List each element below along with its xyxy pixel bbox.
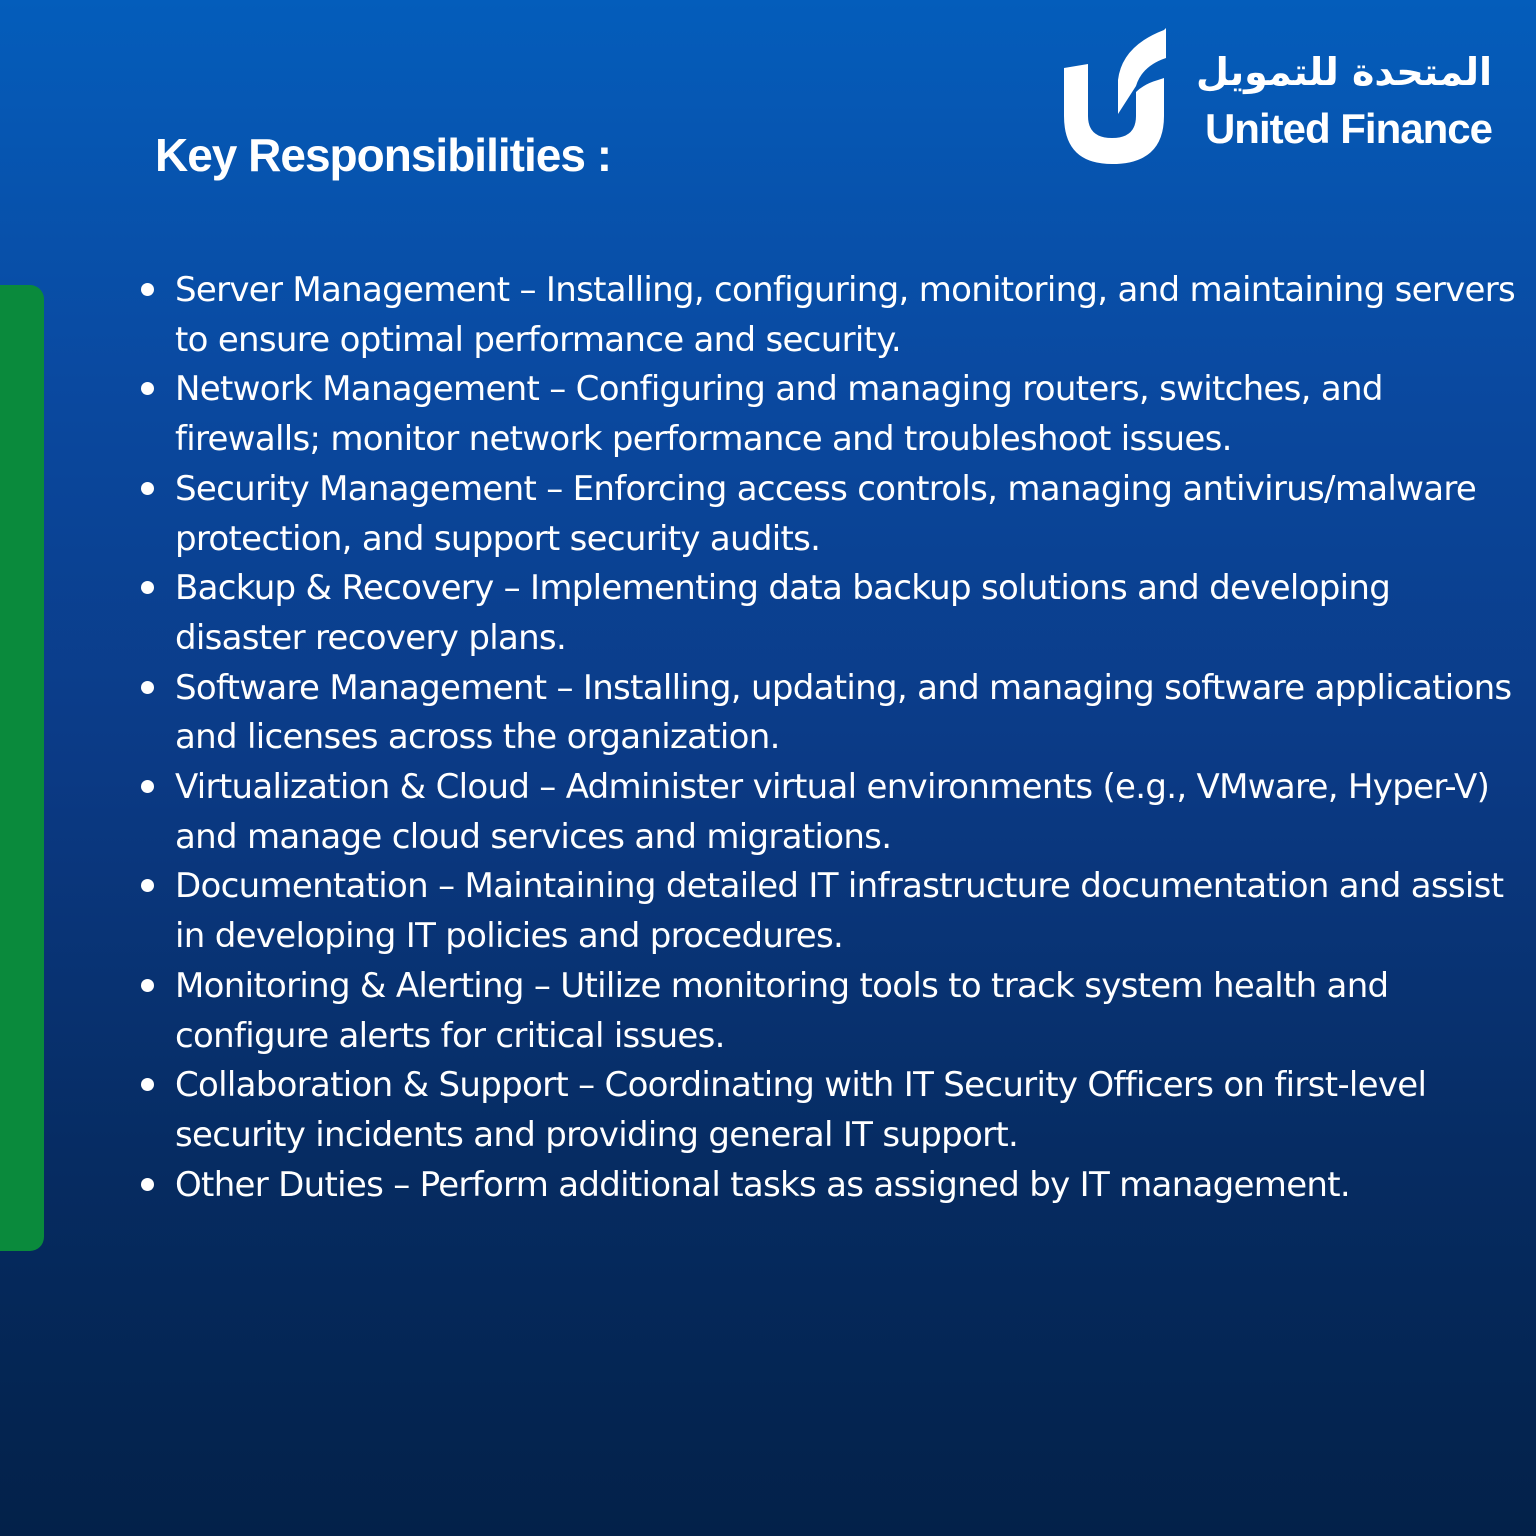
- responsibility-text: Collaboration & Support – Coordinating with IT Security Officers on first-level security incidents and providing general IT support.: [175, 1065, 1427, 1155]
- bullet-icon: [141, 681, 154, 694]
- responsibility-text: Other Duties – Perform additional tasks as assigned by IT management.: [175, 1164, 1351, 1205]
- responsibility-text: Network Management – Configuring and managing routers, switches, and firewalls; monitor network performance and troubleshoot issues.: [175, 369, 1383, 460]
- bullet-icon: [141, 382, 154, 395]
- list-item: [175, 465, 1525, 564]
- responsibility-text: Monitoring & Alerting – Utilize monitoring tools to track system health and configure alerts for critical issues.: [175, 965, 1389, 1056]
- list-item: [175, 564, 1525, 663]
- list-item: [175, 365, 1525, 464]
- bullet-icon: [141, 979, 154, 992]
- responsibility-text: Software Management – Installing, updating, and managing software applications and licenses across the organization.: [175, 667, 1512, 758]
- responsibility-text: Security Management – Enforcing access controls, managing antivirus/malware protection, and support security audits.: [175, 468, 1477, 559]
- logo-arabic-name: المتحدة للتمويل: [1195, 50, 1492, 94]
- bullet-icon: [141, 780, 154, 793]
- list-item: [175, 962, 1525, 1061]
- list-item: [175, 664, 1525, 763]
- list-item: [175, 862, 1525, 961]
- side-accent-bar: [0, 285, 44, 1251]
- list-item: [175, 763, 1525, 862]
- united-finance-logo-mark-icon: [1058, 28, 1170, 166]
- responsibilities-list: [175, 266, 1525, 1210]
- list-item: [175, 266, 1525, 365]
- bullet-icon: [141, 879, 154, 892]
- bullet-icon: [141, 1078, 154, 1091]
- list-item: [175, 1161, 1525, 1211]
- bullet-icon: [141, 1178, 154, 1191]
- page-title: Key Responsibilities :: [155, 129, 612, 181]
- united-finance-logo: [1058, 28, 1498, 168]
- bullet-icon: [141, 581, 154, 594]
- responsibility-text: Backup & Recovery – Implementing data backup solutions and developing disaster recovery plans.: [175, 568, 1391, 658]
- responsibility-text: Documentation – Maintaining detailed IT infrastructure documentation and assist in developing IT policies and procedures.: [175, 866, 1504, 957]
- list-item: [175, 1061, 1525, 1160]
- logo-english-name: United Finance: [1204, 105, 1492, 152]
- bullet-icon: [141, 482, 154, 495]
- responsibility-text: Virtualization & Cloud – Administer virtual environments (e.g., VMware, Hyper-V) and manage cloud services and migrations.: [175, 767, 1490, 857]
- bullet-icon: [141, 283, 154, 296]
- responsibility-text: Server Management – Installing, configuring, monitoring, and maintaining servers to ensure optimal performance and security.: [175, 270, 1516, 360]
